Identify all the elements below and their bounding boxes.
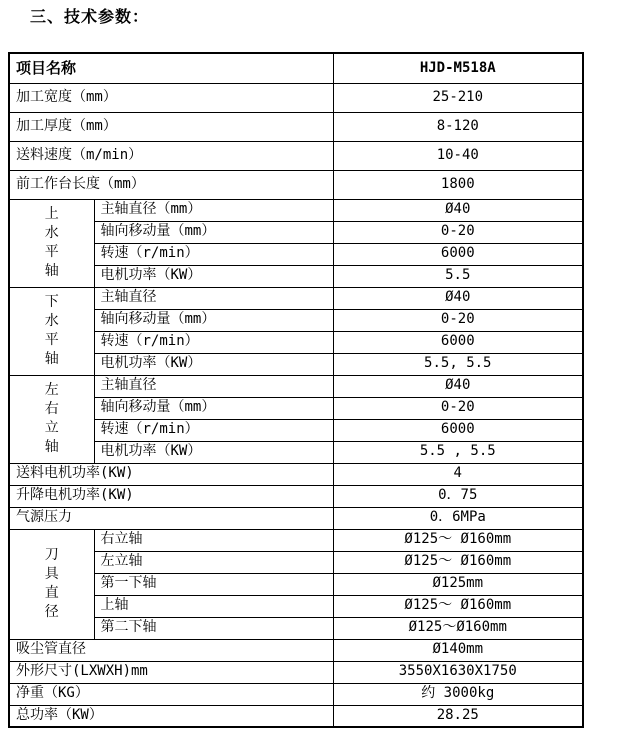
spec-value: 3550X1630X1750 [333,661,583,683]
group-label-text: 上水平轴 [44,206,59,279]
group-label-upper-horizontal-shaft [9,199,94,287]
table-row [9,112,583,141]
spec-label: 前工作台长度（mm） [9,170,333,199]
spec-label: 吸尘管直径 [9,639,333,661]
spec-label: 轴向移动量（mm） [94,221,333,243]
spec-value: Ø40 [333,199,583,221]
table-row [9,705,583,727]
spec-value: 约 3000kg [333,683,583,705]
spec-label: 电机功率（KW） [94,353,333,375]
table-row [9,375,583,397]
table-header-row [9,53,583,83]
group-label-tool-diameter [9,529,94,639]
spec-label: 第一下轴 [94,573,333,595]
group-label-lower-horizontal-shaft [9,287,94,375]
spec-value: 6000 [333,243,583,265]
spec-label: 左立轴 [94,551,333,573]
spec-label: 气源压力 [9,507,333,529]
header-model-name: HJD-M518A [333,53,583,83]
spec-value: Ø125～Ø160mm [333,617,583,639]
spec-value: Ø125～ Ø160mm [333,529,583,551]
table-row [9,573,583,595]
spec-value: Ø40 [333,287,583,309]
spec-value: 0-20 [333,397,583,419]
spec-label: 升降电机功率(KW) [9,485,333,507]
table-row [9,683,583,705]
spec-value: 5.5 , 5.5 [333,441,583,463]
table-row [9,221,583,243]
table-row [9,485,583,507]
table-row [9,83,583,112]
table-row [9,595,583,617]
spec-value: 25-210 [333,83,583,112]
group-label-text: 刀具直径 [44,547,59,620]
spec-value: Ø40 [333,375,583,397]
spec-label: 右立轴 [94,529,333,551]
spec-value: 8-120 [333,112,583,141]
spec-value: Ø125mm [333,573,583,595]
spec-value: Ø125～ Ø160mm [333,551,583,573]
table-row [9,141,583,170]
spec-value: 4 [333,463,583,485]
spec-table [8,52,584,728]
group-label-text: 下水平轴 [44,294,59,367]
table-row [9,551,583,573]
spec-value: 10-40 [333,141,583,170]
spec-value: 0．75 [333,485,583,507]
spec-value: 0-20 [333,309,583,331]
table-row [9,639,583,661]
table-row [9,507,583,529]
table-row [9,331,583,353]
table-row [9,463,583,485]
spec-label: 第二下轴 [94,617,333,639]
table-row [9,397,583,419]
spec-value: 0．6MPa [333,507,583,529]
header-item-name: 项目名称 [9,53,333,83]
table-row [9,287,583,309]
table-row [9,441,583,463]
spec-label: 转速（r/min） [94,419,333,441]
spec-label: 转速（r/min） [94,331,333,353]
spec-label: 转速（r/min） [94,243,333,265]
page-title: 三、技术参数： [30,7,150,26]
group-label-left-right-vertical-shaft [9,375,94,463]
spec-value: 6000 [333,331,583,353]
table-row [9,243,583,265]
spec-label: 送料速度（m/min） [9,141,333,170]
table-row [9,529,583,551]
table-row [9,661,583,683]
table-row [9,199,583,221]
spec-label: 加工宽度（mm） [9,83,333,112]
spec-value: 0-20 [333,221,583,243]
spec-label: 总功率（KW） [9,705,333,727]
spec-label: 净重（KG） [9,683,333,705]
spec-value: 6000 [333,419,583,441]
spec-label: 主轴直径 [94,287,333,309]
spec-value: Ø125～ Ø160mm [333,595,583,617]
table-row [9,353,583,375]
spec-value: 5.5 [333,265,583,287]
spec-label: 加工厚度（mm） [9,112,333,141]
spec-label: 主轴直径 [94,375,333,397]
spec-label: 电机功率（KW） [94,441,333,463]
group-label-text: 左右立轴 [44,382,59,455]
spec-label: 电机功率（KW） [94,265,333,287]
table-row [9,170,583,199]
spec-label: 主轴直径（mm） [94,199,333,221]
spec-label: 轴向移动量（mm） [94,397,333,419]
spec-label: 轴向移动量（mm） [94,309,333,331]
table-row [9,419,583,441]
spec-value: 28.25 [333,705,583,727]
table-row [9,265,583,287]
table-row [9,617,583,639]
spec-value: 1800 [333,170,583,199]
spec-label: 外形尺寸(LXWXH)mm [9,661,333,683]
spec-label: 送料电机功率(KW) [9,463,333,485]
table-row [9,309,583,331]
spec-value: 5.5, 5.5 [333,353,583,375]
spec-value: Ø140mm [333,639,583,661]
spec-label: 上轴 [94,595,333,617]
